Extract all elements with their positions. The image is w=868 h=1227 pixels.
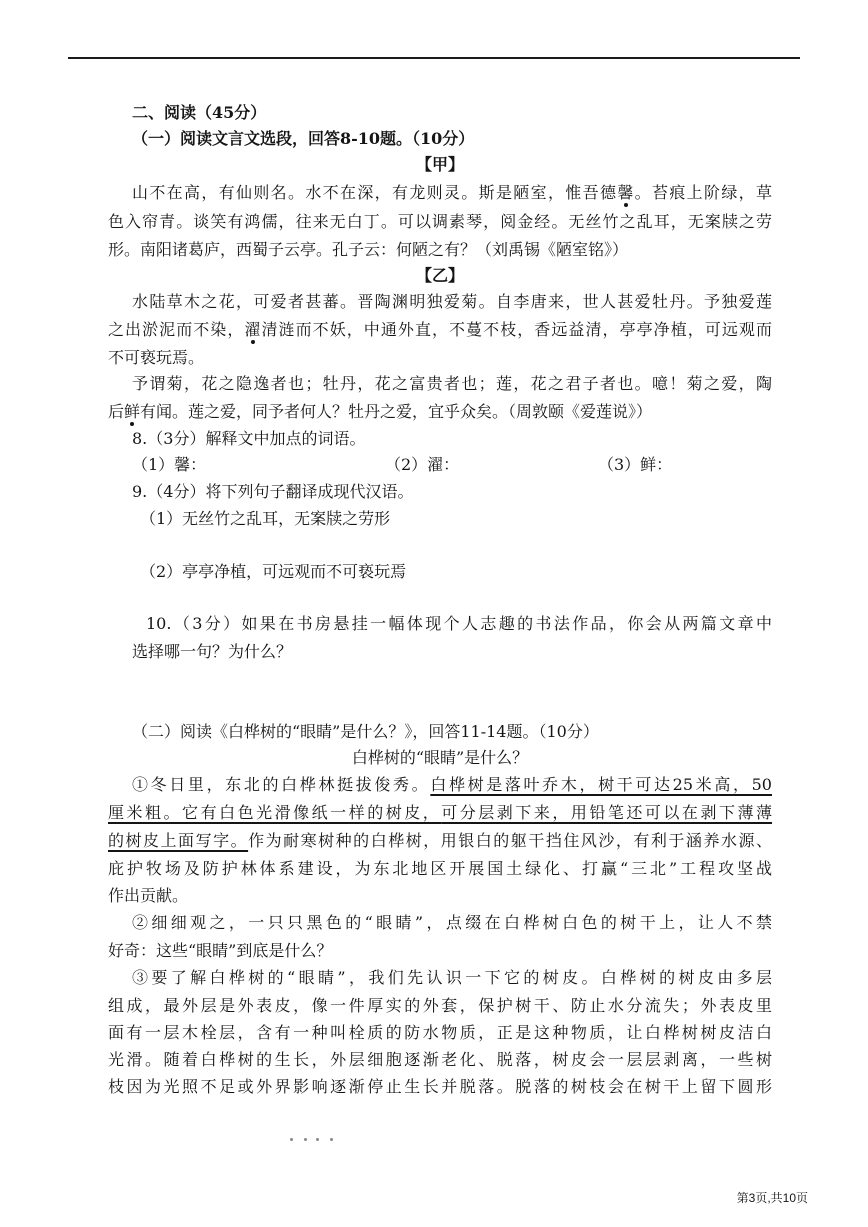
q8-option-1: （1）馨： [132,455,207,474]
jia-line-3: 形。南阳诸葛庐，西蜀子云亭。孔子云：何陋之有？（刘禹锡《陋室铭》） [108,240,629,259]
q9-sub-1: （1）无丝竹之乱耳，无案牍之劳形 [140,509,391,528]
yi-line-1: 水陆草木之花，可爱者甚蕃。晋陶渊明独爱菊。自李唐来，世人甚爱牡丹。予独爱莲 [132,292,772,311]
p3-line-5: 枝因为光照不足或外界影响逐渐停止生长并脱落。脱落的树枝会在树干上留下圆形 [108,1077,772,1096]
part2-title: （二）阅读《白桦树的“眼睛”是什么？》，回答11-14题。（10分） [132,722,599,741]
p2-line-2: 好奇：这些“眼睛”到底是什么？ [108,941,333,960]
jia-label: 【甲】 [415,155,464,174]
q10-line-1: 10.（3分）如果在书房悬挂一幅体现个人志趣的书法作品，你会从两篇文章中 [146,614,772,633]
yi-line-2: 之出淤泥而不染，濯清涟而不妖，中通外直，不蔓不枝，香远益清，亭亭净植，可远观而 [108,320,772,339]
p3-line-2: 组成，最外层是外表皮，像一件厚实的外套，保护树干、防止水分流失；外表皮里 [108,996,772,1015]
q9-stem: 9.（4分）将下列句子翻译成现代汉语。 [132,482,414,501]
header-rule [68,57,800,59]
p3-line-3: 面有一层木栓层，含有一种叫栓质的防水物质，正是这种物质，让白桦树树皮洁白 [108,1023,772,1042]
p1-line-5: 作出贡献。 [108,886,189,905]
q8-option-3: （3）鲜： [598,455,673,474]
p3-line-4: 光滑。随着白桦树的生长，外层细胞逐渐老化、脱落，树皮会一层层剥离，一些树 [108,1050,772,1069]
yi-line-4: 予谓菊，花之隐逸者也；牡丹，花之富贵者也；莲，花之君子者也。噫！菊之爱，陶 [132,374,772,393]
yi-line-5: 后鲜有闻。莲之爱，同予者何人？牡丹之爱，宜乎众矣。（周敦颐《爱莲说》） [108,402,653,421]
jia-line-2: 色入帘青。谈笑有鸿儒，往来无白丁。可以调素琴，阅金经。无丝竹之乱耳，无案牍之劳 [108,212,772,231]
p1-line-4: 庇护牧场及防护林体系建设，为东北地区开展国土绿化、打赢“三北”工程攻坚战 [108,859,772,878]
p2-line-1: ②细细观之，一只只黑色的“眼睛”，点缀在白桦树白色的树干上，让人不禁 [132,913,772,932]
p1-line-1: ①冬日里，东北的白桦林挺拔俊秀。白桦树是落叶乔木，树干可达25米高，50 [132,775,772,794]
q10-line-2: 选择哪一句？为什么？ [132,642,293,661]
article-title: 白桦树的“眼睛”是什么？ [351,748,529,767]
jia-line-1: 山不在高，有仙则名。水不在深，有龙则灵。斯是陋室，惟吾德馨。苔痕上阶绿，草 [132,183,772,202]
yi-line-3: 不可亵玩焉。 [108,348,205,367]
q9-sub-2: （2）亭亭净植，可远观而不可亵玩焉 [140,562,407,581]
p1-line-2: 厘米粗。它有白色光滑像纸一样的树皮，可分层剥下来，用铅笔还可以在剥下薄薄 [108,803,772,822]
q8-stem: 8.（3分）解释文中加点的词语。 [132,429,366,448]
q8-option-2: （2）濯： [385,455,460,474]
p3-line-1: ③要了解白桦树的“眼睛”，我们先认识一下它的树皮。白桦树的树皮由多层 [132,968,772,987]
part1-title: （一）阅读文言文选段，回答8-10题。（10分） [132,129,475,148]
dotted-word-xian: 鲜 [124,402,141,421]
p1-line-3: 的树皮上面写字。作为耐寒树种的白桦树，用银白的躯干挡住风沙，有利于涵养水源、 [108,831,772,850]
scan-specks [290,1138,350,1142]
yi-label: 【乙】 [415,266,464,285]
page-number: 第3页,共10页 [736,1191,808,1205]
dotted-word-zhuo: 濯 [244,320,262,339]
dotted-word-xin: 馨 [617,183,635,202]
underlined-text: 白桦树是落叶乔木，树干可达25米高，50 [430,775,772,794]
section-title: 二、阅读（45分） [132,103,267,122]
